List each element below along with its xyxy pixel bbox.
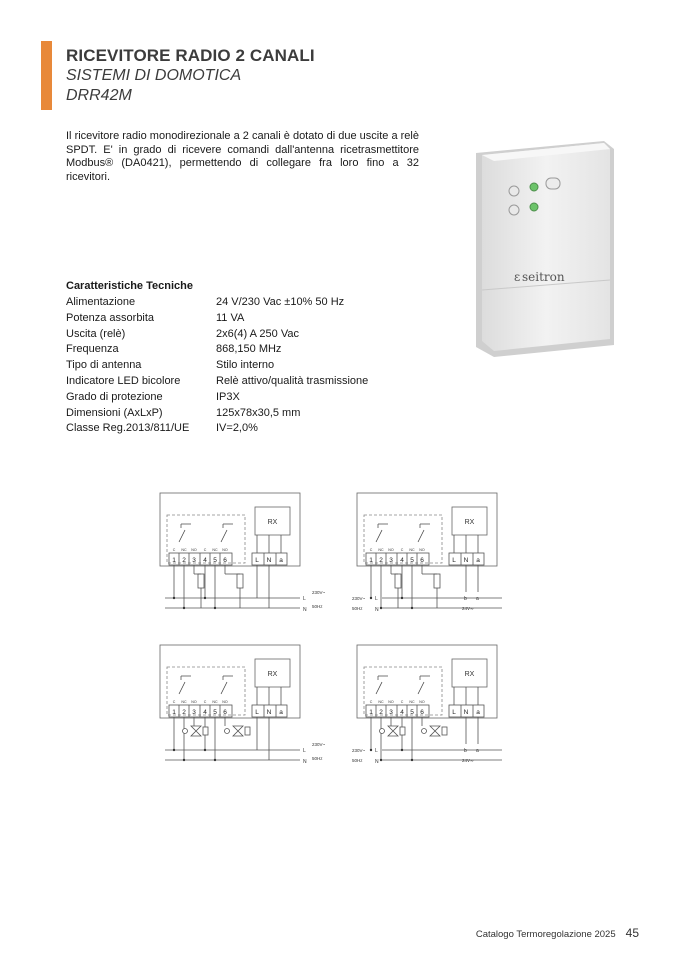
- page-number: 45: [625, 926, 639, 940]
- terminal-label: 1: [369, 557, 373, 564]
- contact-label: C: [400, 700, 404, 704]
- line-l-label: L: [375, 596, 378, 602]
- contact-label: NO: [191, 548, 197, 552]
- product-description: Il ricevitore radio monodirezionale a 2 canali è dotato di due uscite a relè SPDT. E' in grado di ricevere comandi dall'antenna ricetrasmettitore Modbus® (DA0421), permettendo di collegare fra loro fino a 32 ricevitori.: [66, 130, 419, 183]
- spec-label: Tipo di antenna: [66, 359, 142, 372]
- supply-freq-label: 50Hz: [312, 604, 323, 609]
- supply-label: 230V~: [352, 748, 366, 753]
- contact-label: NC: [409, 700, 415, 704]
- terminal-label: 1: [369, 709, 373, 716]
- terminal-label: 1: [172, 709, 176, 716]
- specs-table: [66, 279, 368, 437]
- terminal-label: 4: [203, 557, 207, 564]
- terminal-label: 6: [420, 709, 424, 716]
- supply-freq-label: 50Hz: [352, 606, 363, 611]
- spec-row: [66, 421, 368, 437]
- spec-row: [66, 406, 368, 422]
- line-n-label: N: [303, 759, 307, 765]
- terminal-label: 2: [379, 557, 383, 564]
- spec-value: 11 VA: [216, 311, 245, 324]
- terminal-label: 5: [213, 709, 217, 716]
- spec-label: Uscita (relè): [66, 327, 126, 340]
- rx-label: RX: [464, 519, 475, 526]
- model-code: DRR42M: [66, 87, 132, 104]
- line-n-label: N: [375, 607, 379, 613]
- spec-row: [66, 327, 368, 343]
- spec-label: Alimentazione: [66, 296, 136, 308]
- contact-label: NC: [409, 548, 415, 552]
- spec-row: [66, 390, 368, 406]
- contact-label: NC: [212, 700, 218, 704]
- terminal-label: a: [279, 709, 283, 716]
- contact-label: NO: [419, 548, 425, 552]
- brand-logo: seitron: [522, 270, 565, 284]
- terminal-label: 4: [400, 557, 404, 564]
- spec-value: 24 V/230 Vac ±10% 50 Hz: [216, 296, 345, 308]
- terminal-label: 2: [379, 709, 383, 716]
- spec-row: [66, 295, 368, 311]
- contact-label: NO: [388, 700, 394, 704]
- contact-label: NO: [191, 700, 197, 704]
- line-n-label: N: [375, 759, 379, 765]
- supply-label: 230V~: [312, 742, 326, 747]
- button-icon: [509, 186, 519, 196]
- line-l-label: L: [303, 596, 306, 602]
- terminal-label: 5: [213, 557, 217, 564]
- terminal-label: 5: [410, 557, 414, 564]
- wiring-diagram-4: [352, 642, 517, 777]
- terminal-label: 6: [223, 709, 227, 716]
- terminal-label: 1: [172, 557, 176, 564]
- supply-label: 230V~: [312, 590, 326, 595]
- contact-label: C: [400, 548, 404, 552]
- terminal-label: N: [266, 557, 272, 564]
- terminal-label: 3: [192, 557, 196, 564]
- line-n-label: N: [303, 607, 307, 613]
- contact-label: C: [203, 548, 207, 552]
- terminal-label: 4: [400, 709, 404, 716]
- terminal-label: a: [279, 557, 283, 564]
- wiring-diagram-3: [155, 642, 326, 777]
- terminal-label: 6: [223, 557, 227, 564]
- spec-value: 868,150 MHz: [216, 343, 282, 356]
- spec-row: [66, 374, 368, 390]
- wiring-diagram-1: [155, 490, 326, 625]
- contact-label: NO: [222, 548, 228, 552]
- contact-label: NC: [378, 548, 384, 552]
- terminal-a-label: a: [476, 596, 479, 602]
- led-icon: [530, 183, 538, 191]
- terminal-a-label: a: [476, 748, 479, 754]
- svg-text:ε: ε: [514, 270, 521, 284]
- contact-label: C: [203, 700, 207, 704]
- spec-row: [66, 311, 368, 327]
- terminal-label: 2: [182, 557, 186, 564]
- header: [66, 45, 315, 106]
- spec-value: 2x6(4) A 250 Vac: [216, 327, 299, 340]
- page-title: RICEVITORE RADIO 2 CANALI: [66, 46, 315, 65]
- contact-label: C: [369, 548, 373, 552]
- page-subtitle: SISTEMI DI DOMOTICA: [66, 67, 242, 84]
- spec-label: Indicatore LED bicolore: [66, 374, 181, 387]
- terminal-label: L: [255, 557, 259, 564]
- footer: [476, 926, 639, 940]
- terminal-label: a: [476, 709, 480, 716]
- terminal-label: 2: [182, 709, 186, 716]
- accent-bar: [41, 41, 52, 110]
- spec-label: Grado di protezione: [66, 390, 163, 403]
- spec-value: IV=2,0%: [216, 422, 258, 435]
- terminal-b-label: b: [464, 596, 467, 602]
- contact-label: NC: [378, 700, 384, 704]
- terminal-label: N: [463, 709, 469, 716]
- terminal-label: 5: [410, 709, 414, 716]
- contact-label: NC: [181, 548, 187, 552]
- spec-value: 125x78x30,5 mm: [216, 406, 301, 419]
- terminal-label: 3: [389, 557, 393, 564]
- spec-value: IP3X: [216, 390, 240, 403]
- terminal-label: L: [255, 709, 259, 716]
- line-l-label: L: [375, 748, 378, 754]
- spec-value: Stilo interno: [216, 359, 275, 372]
- terminal-b-label: b: [464, 748, 467, 754]
- rx-label: RX: [267, 671, 278, 678]
- terminal-label: 6: [420, 557, 424, 564]
- terminal-label: a: [476, 557, 480, 564]
- supply-label: 230V~: [352, 596, 366, 601]
- terminal-label: 3: [192, 709, 196, 716]
- spec-label: Classe Reg.2013/811/UE: [66, 422, 190, 435]
- spec-row: [66, 358, 368, 374]
- rx-label: RX: [267, 519, 278, 526]
- supply-freq-label: 50Hz: [312, 756, 323, 761]
- supply-24-label: 24V≂: [462, 606, 474, 611]
- contact-label: C: [172, 548, 176, 552]
- contact-label: C: [172, 700, 176, 704]
- supply-freq-label: 50Hz: [352, 758, 363, 763]
- contact-label: NC: [212, 548, 218, 552]
- line-l-label: L: [303, 748, 306, 754]
- terminal-label: 4: [203, 709, 207, 716]
- contact-label: NC: [181, 700, 187, 704]
- terminal-label: L: [452, 709, 456, 716]
- wiring-diagram-2: [352, 490, 517, 625]
- contact-label: NO: [222, 700, 228, 704]
- spec-label: Dimensioni (AxLxP): [66, 406, 163, 419]
- supply-24-label: 24V≂: [462, 758, 474, 763]
- contact-label: NO: [419, 700, 425, 704]
- terminal-label: 3: [389, 709, 393, 716]
- contact-label: C: [369, 700, 373, 704]
- catalog-name: Catalogo Termoregolazione 2025: [475, 929, 616, 940]
- spec-value: Relè attivo/qualità trasmissione: [216, 374, 369, 387]
- specs-title: Caratteristiche Tecniche: [66, 280, 193, 292]
- contact-label: NO: [388, 548, 394, 552]
- terminal-label: N: [266, 709, 272, 716]
- rx-label: RX: [464, 671, 475, 678]
- terminal-label: L: [452, 557, 456, 564]
- product-image: [464, 125, 634, 365]
- spec-label: Potenza assorbita: [66, 311, 155, 324]
- terminal-label: N: [463, 557, 469, 564]
- spec-row: [66, 342, 368, 358]
- spec-label: Frequenza: [66, 343, 119, 356]
